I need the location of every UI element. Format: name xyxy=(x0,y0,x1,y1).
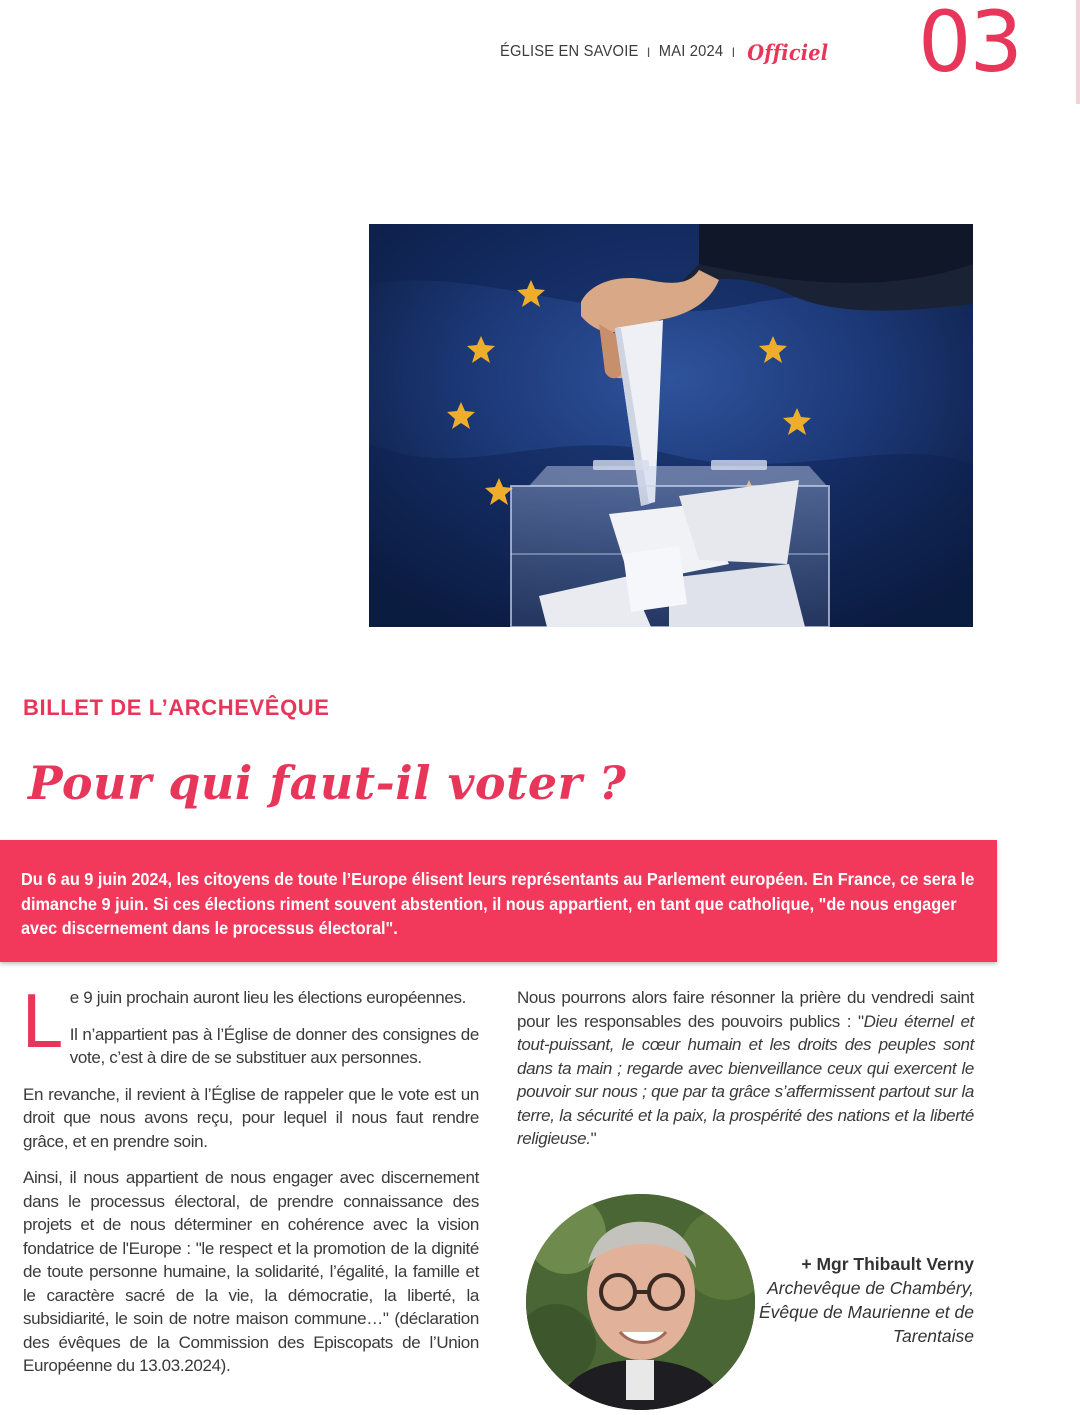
header-separator: I xyxy=(731,44,736,60)
author-title: Évêque de Maurienne et de xyxy=(758,1302,974,1322)
article-lead: Du 6 au 9 juin 2024, les citoyens de toute l’Europe élisent leurs représentants au Parlement européen. En France, ce sera le dimanche 9 juin. Si ces élections riment souvent abstention, il nous appartient, en tant que catholique, "de nous engager avec discernement dans le processus électoral". xyxy=(21,869,975,938)
author-name: + Mgr Thibault Verny xyxy=(801,1254,974,1274)
prayer-close: " xyxy=(590,1129,597,1148)
section-tag: Officiel xyxy=(747,39,829,65)
signature-block xyxy=(759,1252,974,1348)
issue-date: MAI 2024 xyxy=(658,43,724,60)
article-column-right xyxy=(517,986,974,1164)
header-separator: I xyxy=(646,44,651,60)
article-title: Pour qui faut-il voter ? xyxy=(28,756,627,810)
hero-image xyxy=(369,224,973,627)
drop-cap: L xyxy=(21,980,61,1064)
paragraph: Ainsi, il nous appartient de nous engager avec discernement dans le processus électoral, de prendre connaissance des projets et de nous déterminer en cohérence avec la vision fondatrice de l'Europe : "le respect et la promotion de la dignité de toute personne humaine, la solidarité, l’égalité, la famille et le caractère sacré de la vie, la démocratie, la liberté, la subsidiarité, le soin de notre maison commune…" (déclaration des évêques de la Commission des Episcopats de l’Union Européenne du 13.03.2024). xyxy=(23,1168,479,1375)
paragraph: En revanche, il revient à l’Église de rappeler que le vote est un droit que nous avons reçu, pour lequel il nous faut rendre grâce, et en prendre soin. xyxy=(23,1084,479,1151)
portrait-illustration xyxy=(526,1194,755,1410)
paragraph xyxy=(517,986,974,1151)
paragraph-text: e 9 juin prochain auront lieu les élections européennes. xyxy=(69,988,467,1007)
prayer-quote: Dieu éternel et tout-puissant, le cœur humain et les droits des peuples sont dans ta main ; regarde avec bienveillance ceux qui exercent le pouvoir sur nous ; que par ta grâce s’affermissent partout sur la terre, la sécurité et la paix, la prospérité des nations et la liberté religieuse. xyxy=(517,1011,974,1148)
author-title: Tarentaise xyxy=(892,1326,974,1346)
page-number: 03 xyxy=(918,0,1021,91)
article-column-left xyxy=(21,980,479,1391)
publication-name: ÉGLISE EN SAVOIE xyxy=(500,43,639,60)
author-title: Archevêque de Chambéry, xyxy=(767,1278,974,1298)
prayer-intro: Nous pourrons alors faire résonner la prière du vendredi saint pour les responsables des pouvoirs publics : " xyxy=(517,988,974,1031)
ballot-box-icon xyxy=(511,460,829,627)
eu-vote-illustration xyxy=(369,224,973,627)
author-portrait xyxy=(526,1194,755,1410)
section-kicker: BILLET DE L’ARCHEVÊQUE xyxy=(23,695,330,720)
paragraph: Il n’appartient pas à l’Église de donner des consignes de vote, c’est à dire de se substituer aux personnes. xyxy=(69,1024,479,1067)
page-edge-accent xyxy=(1076,0,1080,104)
running-header xyxy=(500,38,828,66)
